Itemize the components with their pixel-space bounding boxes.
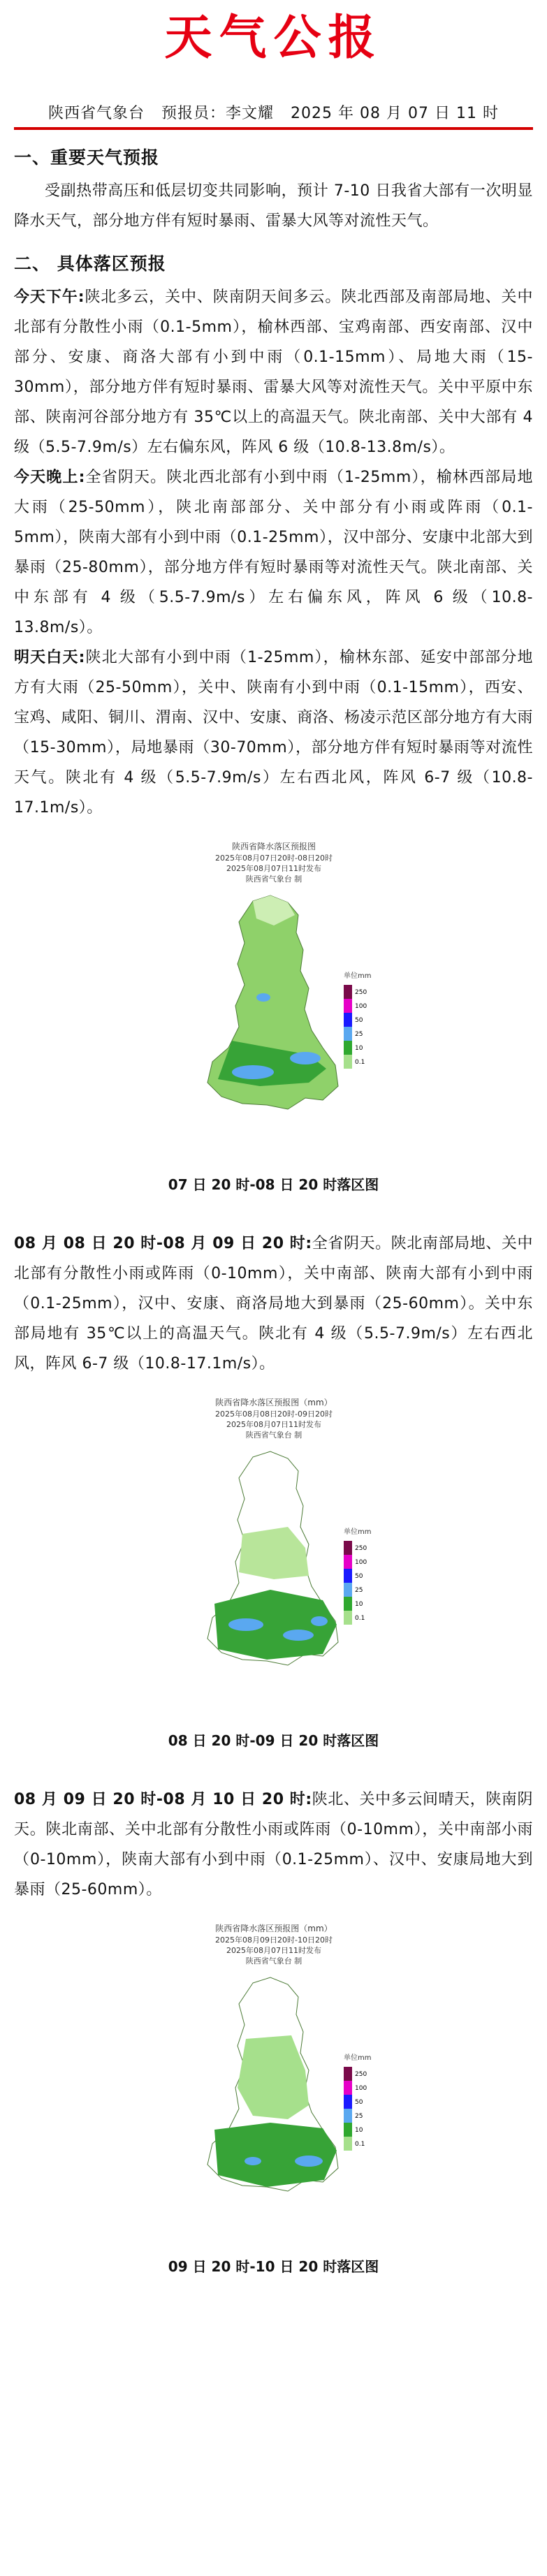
map-3-org: 陕西省气象台 制 — [245, 1956, 302, 1966]
map-3-zone-moderate — [214, 2123, 337, 2187]
svg-text:100: 100 — [354, 2085, 367, 2092]
map-2-org: 陕西省气象台 制 — [245, 1430, 302, 1440]
svg-text:100: 100 — [354, 1003, 367, 1010]
map-2-legend-title: 单位mm — [343, 1528, 371, 1536]
svg-text:25: 25 — [354, 1587, 363, 1594]
svg-text:50: 50 — [354, 2099, 363, 2106]
tomorrow-day-forecast — [14, 643, 533, 823]
svg-text:0.1: 0.1 — [354, 1059, 365, 1066]
precip-map-figure-3 — [14, 1920, 533, 2276]
map-3-legend — [344, 2053, 371, 2151]
map-1-issued: 2025年08月07日11时发布 — [226, 864, 321, 873]
svg-text:25: 25 — [354, 2113, 363, 2120]
map-2-caption: 08 日 20 时-09 日 20 时落区图 — [168, 1732, 379, 1749]
map-3-caption: 09 日 20 时-10 日 20 时落区图 — [168, 2258, 379, 2275]
map-1-legend — [344, 971, 371, 1069]
svg-text:0.1: 0.1 — [354, 1615, 365, 1622]
map-1-range: 2025年08月07日20时-08日20时 — [214, 854, 333, 863]
svg-text:50: 50 — [354, 1573, 363, 1580]
svg-text:25: 25 — [354, 1031, 363, 1038]
svg-text:250: 250 — [354, 2071, 367, 2078]
forecaster-name: 预报员：李文耀 — [161, 105, 275, 122]
map-3-title: 陕西省降水落区预报图（mm） — [214, 1924, 333, 1933]
tonight-forecast — [14, 462, 533, 643]
period-3-text: 陕北、关中多云间晴天，陕南阴天。陕北南部、关中北部有分散性小雨或阵雨（0-10mm），关中南部小雨（0-10mm），陕南大部有小到中雨（0.1-25mm）、汉中、安康局地大到暴雨（25-60mm）。 — [14, 1791, 533, 1898]
map-1-org: 陕西省气象台 制 — [245, 874, 302, 884]
precip-map-1 — [148, 838, 400, 1166]
svg-text:10: 10 — [354, 1601, 363, 1608]
map-1-caption: 07 日 20 时-08 日 20 时落区图 — [168, 1176, 379, 1193]
period-3-label: 08 月 09 日 20 时-08 月 10 日 20 时: — [14, 1791, 312, 1808]
precip-map-3 — [148, 1920, 400, 2248]
map-1-zone-heavy-a — [232, 1065, 274, 1079]
precip-map-2 — [148, 1394, 400, 1722]
svg-text:250: 250 — [354, 1545, 367, 1552]
map-2-range: 2025年08月08日20时-09日20时 — [214, 1410, 333, 1419]
map-1-legend-title: 单位mm — [343, 972, 371, 980]
section-1-text: 受副热带高压和低层切变共同影响，预计 7-10 日我省大部有一次明显降水天气，部分地方伴有短时暴雨、雷暴大风等对流性天气。 — [14, 182, 533, 230]
svg-text:10: 10 — [354, 2127, 363, 2134]
map-3-zone-heavy-b — [245, 2157, 261, 2165]
tonight-text: 全省阴天。陕北西北部有小到中雨（1-25mm），榆林西部局地大雨（25-50mm），陕北南部部分、关中部分有小雨或阵雨（0.1-5mm），陕南大部有小到中雨（0.1-25mm），汉中部分、安康中北部大到暴雨（25-80mm），部分地方伴有短时暴雨等对流性天气。陕北南部、关中东部有 4 级（5.5-7.9m/s）左右偏东风，阵风 6 级（10.8-13.8m/s）。 — [14, 469, 533, 636]
tonight-label: 今天晚上: — [14, 469, 85, 486]
period-2-forecast — [14, 1229, 533, 1379]
svg-text:0.1: 0.1 — [354, 2141, 365, 2148]
issue-datetime: 2025 年 08 月 07 日 11 时 — [291, 105, 499, 122]
tomorrow-day-label: 明天白天: — [14, 649, 85, 666]
period-2-text: 全省阴天。陕北南部局地、关中北部有分散性小雨或阵雨（0-10mm），关中南部、陕南大部有小到中雨（0.1-25mm），汉中、安康、商洛局地大到暴雨（25-60mm）。关中东部局地有 35℃以上的高温天气。陕北有 4 级（5.5-7.9m/s）左右西北风，阵风 6-7 级（10.8-17.1m/s）。 — [14, 1235, 533, 1373]
period-2-label: 08 月 08 日 20 时-08 月 09 日 20 时: — [14, 1235, 312, 1252]
today-afternoon-label: 今天下午: — [14, 288, 85, 306]
bulletin-title: 天气公报 — [164, 10, 383, 66]
tomorrow-day-text: 陕北大部有小到中雨（1-25mm），榆林东部、延安中部部分地方有大雨（25-50mm），关中、陕南有小到中雨（0.1-15mm），西安、宝鸡、咸阳、铜川、渭南、汉中、安康、商洛、杨凌示范区部分地方有大雨（15-30mm），局地暴雨（30-70mm），部分地方伴有短时暴雨等对流性天气。陕北有 4 级（5.5-7.9m/s）左右西北风，阵风 6-7 级（10.8-17.1m/s）。 — [14, 649, 533, 817]
svg-text:250: 250 — [354, 989, 367, 996]
period-3-forecast — [14, 1785, 533, 1905]
svg-text:10: 10 — [354, 1045, 363, 1052]
today-afternoon-text: 陕北多云，关中、陕南阴天间多云。陕北西部及南部局地、关中北部有分散性小雨（0.1-5mm），榆林西部、宝鸡南部、西安南部、汉中部分、安康、商洛大部有小到中雨（0.1-15mm）、局地大雨（15-30mm），部分地方伴有短时暴雨、雷暴大风等对流性天气。关中平原中东部、陕南河谷部分地方有 35℃以上的高温天气。陕北南部、关中大部有 4 级（5.5-7.9m/s）左右偏东风，阵风 6 级（10.8-13.8m/s）。 — [14, 288, 533, 456]
bulletin-meta — [14, 101, 533, 130]
map-2-zone-heavy-a — [228, 1618, 263, 1631]
section-2-heading: 二、 具体落区预报 — [14, 254, 166, 274]
map-3-range: 2025年08月09日20时-10日20时 — [214, 1935, 333, 1945]
map-2-issued: 2025年08月07日11时发布 — [226, 1420, 321, 1429]
map-2-title: 陕西省降水落区预报图（mm） — [214, 1398, 333, 1407]
svg-text:100: 100 — [354, 1559, 367, 1566]
map-2-legend — [344, 1527, 371, 1625]
precip-map-figure-1 — [14, 838, 533, 1194]
today-afternoon-forecast — [14, 282, 533, 462]
map-1-title: 陕西省降水落区预报图 — [231, 842, 316, 851]
svg-text:50: 50 — [354, 1017, 363, 1024]
map-2-zone-heavy-c — [311, 1616, 328, 1626]
map-3-issued: 2025年08月07日11时发布 — [226, 1946, 321, 1955]
map-3-legend-title: 单位mm — [343, 2054, 371, 2062]
precip-map-figure-2 — [14, 1394, 533, 1750]
map-1-zone-heavy-b — [290, 1052, 321, 1064]
agency-name: 陕西省气象台 — [48, 105, 145, 122]
map-2-zone-heavy-b — [283, 1630, 314, 1641]
section-1-heading: 一、重要天气预报 — [14, 147, 160, 168]
map-1-zone-heavy-c — [256, 993, 270, 1002]
map-3-zone-heavy-a — [295, 2156, 323, 2167]
